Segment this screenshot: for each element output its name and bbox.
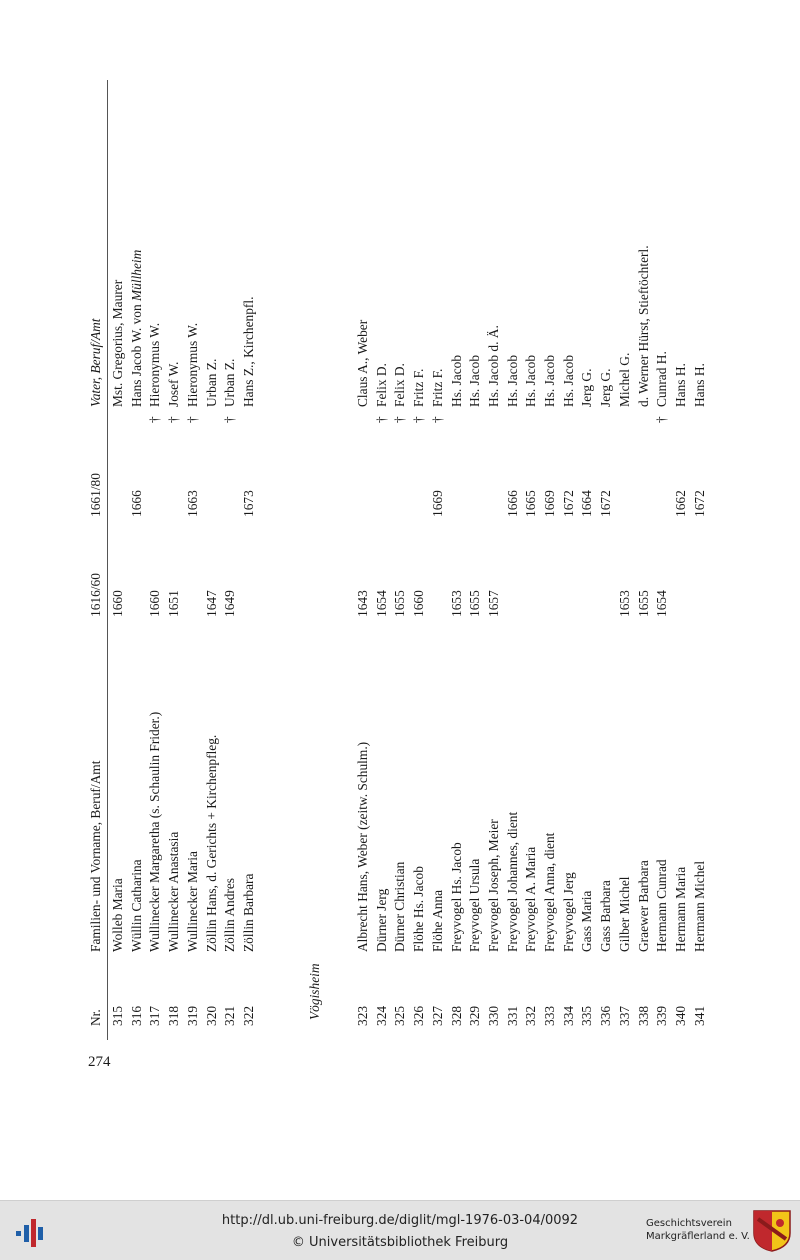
row-year-1616-60: 1653: [616, 590, 632, 617]
row-year-1616-60: 1660: [110, 590, 125, 617]
table-row: [128, 80, 146, 1040]
header-1661-80: 1661/80: [88, 473, 103, 517]
table-row: [165, 80, 183, 1040]
coat-of-arms-icon: [752, 1209, 792, 1253]
row-name: Freyvogel Johannes, dient: [504, 811, 520, 952]
row-vater: Josef W.: [166, 361, 182, 407]
row-year-1661-80: 1666: [504, 490, 520, 517]
row-vater: Hans Z., Kirchenpfl.: [240, 296, 256, 407]
row-number: 330: [485, 1005, 501, 1026]
row-year-1661-80: 1672: [598, 490, 614, 517]
footer-org-name: [646, 1217, 750, 1243]
table-row: [466, 80, 484, 1040]
header-nr: Nr.: [88, 1009, 103, 1026]
header-rule: [107, 80, 108, 1040]
row-year-1661-80: 1665: [523, 490, 539, 517]
row-name: Freyvogel Jerg: [560, 872, 576, 952]
row-year-1616-60: 1660: [147, 590, 163, 617]
row-name: Graewer Barbara: [635, 860, 651, 952]
row-name: Gass Barbara: [598, 880, 614, 952]
row-vater: Hs. Jacob: [504, 354, 520, 407]
row-vater: Hans Jacob W. von Müllheim: [128, 249, 144, 407]
row-number: 337: [616, 1005, 632, 1026]
row-number: 321: [222, 1005, 238, 1026]
row-name: Wullinecker Anastasia: [166, 831, 182, 952]
row-number: 316: [128, 1005, 144, 1026]
row-name: Freyvogel Joseph, Meier: [485, 819, 501, 952]
row-number: 318: [166, 1005, 182, 1026]
row-year-1616-60: 1660: [411, 590, 427, 617]
table-row: [485, 80, 503, 1040]
header-name: Familien- und Vorname, Beruf/Amt: [88, 760, 103, 952]
row-vater: Cunrad H.: [654, 351, 670, 407]
row-name: Gass Maria: [579, 890, 595, 952]
row-year-1661-80: 1672: [560, 490, 576, 517]
table-row: [691, 80, 709, 1040]
row-year-1661-80: 1669: [542, 490, 557, 517]
row-vater: Hs. Jacob: [560, 354, 576, 407]
header-1616-60: 1616/60: [88, 573, 103, 617]
row-year-1616-60: 1643: [355, 590, 370, 617]
row-vater: Hans H.: [691, 363, 707, 407]
row-year-1661-80: 1672: [691, 490, 707, 517]
row-number: 325: [392, 1005, 408, 1026]
table-row: [391, 80, 409, 1040]
row-deceased-mark: †: [184, 416, 200, 423]
row-vater: Hs. Jacob: [448, 354, 464, 407]
row-number: 341: [691, 1005, 707, 1026]
row-vater: Hs. Jacob: [467, 354, 483, 407]
table-row: [240, 80, 258, 1040]
footer-org-line1: Geschichtsverein: [646, 1218, 732, 1229]
row-number: 338: [635, 1005, 651, 1026]
row-year-1616-60: 1651: [166, 590, 182, 617]
row-vater: Hieronymus W.: [184, 322, 200, 407]
row-deceased-mark: †: [654, 416, 670, 423]
rotated-register-table: [85, 80, 707, 1040]
row-year-1661-80: 1662: [672, 490, 688, 517]
page-number: 274: [88, 1054, 111, 1070]
table-row: [578, 80, 596, 1040]
row-number: 324: [373, 1005, 389, 1026]
row-number: 328: [448, 1005, 464, 1026]
row-vater: Hans H.: [672, 363, 688, 407]
row-year-1661-80: 1666: [128, 490, 144, 517]
header-vater: Vater, Beruf/Amt: [88, 318, 103, 407]
row-deceased-mark: †: [147, 416, 163, 423]
row-year-1616-60: 1655: [392, 590, 408, 617]
table-row: [504, 80, 522, 1040]
row-number: 333: [542, 1005, 557, 1026]
row-deceased-mark: †: [166, 416, 182, 423]
row-number: 335: [579, 1005, 595, 1026]
row-vater: Jerg G.: [598, 368, 614, 407]
row-year-1616-60: 1654: [654, 590, 670, 617]
table-row: [448, 80, 466, 1040]
table-row: [410, 80, 428, 1040]
row-vater: Michel G.: [616, 352, 632, 407]
table-row: [597, 80, 615, 1040]
row-name: Gilber Michel: [616, 876, 632, 952]
table-row: [560, 80, 578, 1040]
row-deceased-mark: †: [373, 416, 389, 423]
row-vater: Hs. Jacob d. Ä.: [485, 325, 501, 407]
row-deceased-mark: †: [222, 416, 238, 423]
row-name: Wüllin Catharina: [128, 859, 144, 952]
row-number: 326: [411, 1005, 427, 1026]
row-number: 332: [523, 1005, 539, 1026]
row-name: Hermann Maria: [672, 866, 688, 952]
row-name: Albrecht Hans, Weber (zeitw. Schulm.): [355, 741, 370, 952]
row-vater: Claus A., Weber: [355, 319, 370, 407]
row-vater: Urban Z.: [203, 358, 219, 407]
row-year-1661-80: 1673: [240, 490, 256, 517]
row-name: Dürner Jerg: [373, 888, 389, 952]
table-row: [184, 80, 202, 1040]
row-year-1616-60: 1655: [635, 590, 651, 617]
row-name: Zöllin Barbara: [240, 873, 256, 952]
row-name: Hermann Cunrad: [654, 859, 670, 952]
row-name: Freyvogel Anna, dient: [542, 832, 557, 952]
row-year-1661-80: 1663: [184, 490, 200, 517]
row-year-1616-60: 1649: [222, 590, 238, 617]
row-vater: Urban Z.: [222, 358, 238, 407]
row-name: Wullinecker Maria: [184, 851, 200, 952]
row-vater: d. Werner Hürst, Stieftöchterl.: [635, 245, 651, 407]
row-vater: Fritz F.: [429, 368, 445, 407]
footer-copyright: © Universitätsbibliothek Freiburg: [291, 1235, 509, 1250]
table-row: [616, 80, 634, 1040]
table-row: [672, 80, 690, 1040]
row-year-1616-60: 1647: [203, 590, 219, 617]
table-row: [635, 80, 653, 1040]
table-row: [429, 80, 447, 1040]
row-number: 331: [504, 1005, 520, 1026]
table-row: [373, 80, 391, 1040]
row-number: 336: [598, 1005, 614, 1026]
row-number: 329: [467, 1005, 483, 1026]
row-number: 315: [110, 1005, 125, 1026]
row-vater: Felix D.: [373, 363, 389, 407]
row-number: 339: [654, 1005, 670, 1026]
row-number: 317: [147, 1005, 163, 1026]
row-vater: Hieronymus W.: [147, 322, 163, 407]
table-row: [354, 80, 372, 1040]
row-year-1616-60: 1653: [448, 590, 464, 617]
row-number: 340: [672, 1005, 688, 1026]
row-number: 320: [203, 1005, 219, 1026]
row-name: Zöllin Hans, d. Gerichts + Kirchenpfleg.: [203, 734, 219, 952]
footer-url-link[interactable]: http://dl.ub.uni-freiburg.de/diglit/mgl-1976-03-04/0092: [221, 1213, 579, 1228]
row-year-1661-80: 1664: [579, 490, 595, 517]
row-name: Zöllin Andres: [222, 877, 238, 952]
footer-org-line2: Markgräflerland e. V.: [646, 1231, 750, 1242]
table-row: [203, 80, 221, 1040]
row-number: 323: [355, 1005, 370, 1026]
row-name: Flöhe Hs. Jacob: [411, 866, 427, 952]
table-row: [653, 80, 671, 1040]
row-deceased-mark: †: [429, 416, 445, 423]
row-year-1616-60: 1655: [467, 590, 483, 617]
row-vater: Hs. Jacob: [523, 354, 539, 407]
row-number: 327: [429, 1005, 445, 1026]
footer-bar: [0, 1200, 800, 1260]
table-row: [221, 80, 239, 1040]
row-vater: Felix D.: [392, 363, 408, 407]
row-year-1661-80: 1669: [429, 490, 445, 517]
row-name: Freyvogel A. Maria: [523, 846, 539, 952]
table-row: [522, 80, 540, 1040]
table-row: [109, 80, 127, 1040]
row-number: 334: [560, 1005, 576, 1026]
section-title: Vögisheim: [307, 963, 322, 1020]
row-name: Flöhe Anna: [429, 889, 445, 952]
row-vater: Hs. Jacob: [542, 354, 557, 407]
table-row: [146, 80, 164, 1040]
row-number: 319: [184, 1005, 200, 1026]
row-deceased-mark: †: [411, 416, 427, 423]
row-name: Freyvogel Ursula: [467, 858, 483, 952]
row-name: Dürner Christian: [392, 861, 408, 952]
table-row: [541, 80, 559, 1040]
row-year-1616-60: 1654: [373, 590, 389, 617]
row-vater: Fritz F.: [411, 368, 427, 407]
row-deceased-mark: †: [392, 416, 408, 423]
row-name: Wolleb Maria: [110, 878, 125, 952]
row-vater: Mst. Gregorius, Maurer: [110, 279, 125, 407]
row-number: 322: [240, 1005, 256, 1026]
row-vater: Jerg G.: [579, 368, 595, 407]
row-name: Freyvogel Hs. Jacob: [448, 842, 464, 952]
row-name: Hermann Michel: [691, 860, 707, 952]
row-year-1616-60: 1657: [485, 590, 501, 617]
row-name: Wullinecker Margaretha (s. Schaulin Frider.): [147, 711, 163, 952]
